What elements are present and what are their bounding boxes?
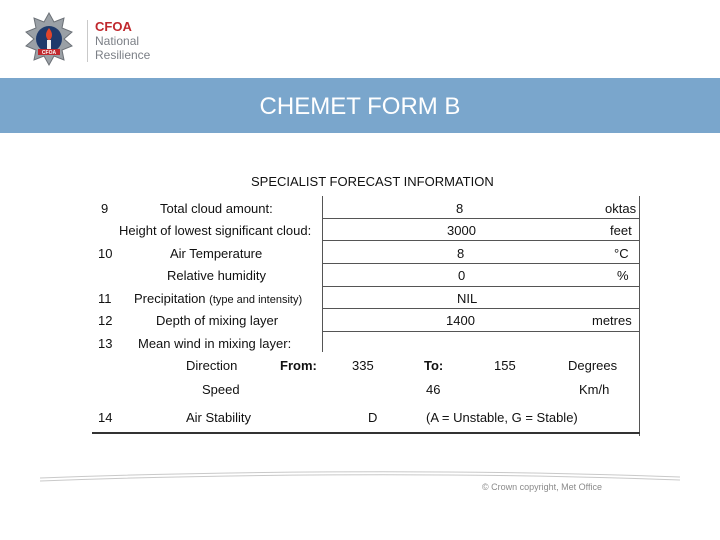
air-temperature-label: Air Temperature: [170, 246, 263, 261]
logo-line-national: National: [95, 34, 140, 48]
cloud-height-value: 3000: [447, 223, 476, 238]
air-stability-value: D: [368, 410, 378, 425]
precipitation-label-note: (type and intensity): [209, 294, 303, 306]
direction-unit: Degrees: [568, 358, 618, 373]
column-divider: [322, 196, 323, 352]
row-divider: [322, 263, 640, 264]
row-number: 12: [98, 313, 113, 328]
air-temperature-value: 8: [457, 246, 465, 261]
direction-from-label: From:: [280, 358, 317, 373]
direction-label: Direction: [186, 358, 238, 373]
logo-brand: CFOA: [95, 19, 132, 34]
air-temperature-unit: °C: [614, 246, 629, 261]
logo-divider: [87, 20, 88, 62]
air-stability-label: Air Stability: [186, 410, 252, 425]
humidity-label: Relative humidity: [167, 268, 266, 283]
mixing-depth-label: Depth of mixing layer: [156, 313, 279, 328]
row-number: 13: [98, 336, 113, 351]
page-title: CHEMET FORM B: [259, 93, 461, 120]
cloud-amount-value: 8: [456, 201, 464, 216]
row-divider: [322, 218, 640, 219]
mixing-depth-unit: metres: [592, 313, 632, 328]
row-divider: [322, 240, 640, 241]
cloud-amount-label: Total cloud amount:: [160, 201, 273, 216]
humidity-value: 0: [458, 268, 466, 283]
direction-from-value: 335: [352, 358, 374, 373]
mixing-depth-value: 1400: [446, 313, 475, 328]
mean-wind-label: Mean wind in mixing layer:: [138, 336, 292, 351]
speed-value: 46: [426, 382, 441, 397]
logo-line-resilience: Resilience: [95, 48, 151, 62]
precipitation-label-text: Precipitation: [134, 291, 206, 306]
form-heading: SPECIALIST FORECAST INFORMATION: [251, 174, 494, 189]
cfoa-crest-icon: [24, 12, 74, 68]
crest-badge-text: CFOA: [41, 50, 57, 56]
precipitation-label: [134, 291, 302, 306]
cloud-height-unit: feet: [610, 223, 632, 238]
row-divider: [322, 331, 640, 332]
direction-to-label: To:: [424, 358, 444, 373]
row-number: 10: [98, 246, 113, 261]
logo-text: [95, 20, 150, 62]
copyright-notice: © Crown copyright, Met Office: [482, 482, 603, 492]
row-number: 9: [101, 201, 109, 216]
speed-label: Speed: [202, 382, 240, 397]
cloud-height-label: Height of lowest significant cloud:: [119, 223, 312, 238]
air-stability-note: (A = Unstable, G = Stable): [426, 410, 578, 425]
table-bottom-rule: [92, 432, 640, 434]
speed-unit: Km/h: [579, 382, 610, 397]
cloud-amount-unit: oktas: [605, 201, 637, 216]
row-number: 11: [98, 291, 112, 306]
row-divider: [322, 286, 640, 287]
direction-to-value: 155: [494, 358, 516, 373]
column-divider: [639, 196, 640, 436]
row-number: 14: [98, 410, 113, 425]
row-divider: [322, 308, 640, 309]
humidity-unit: %: [617, 268, 629, 283]
precipitation-value: NIL: [457, 291, 478, 306]
